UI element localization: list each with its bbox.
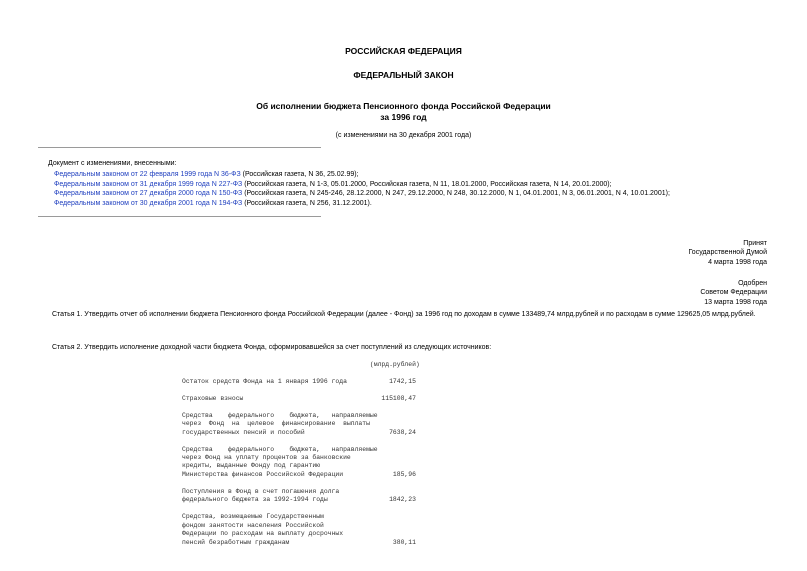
title-line-2: за 1996 год <box>380 111 427 122</box>
amendment-note: (с изменениями на 30 декабря 2001 года) <box>335 132 472 139</box>
table-row-label: Федерации по расходам на выплату досрочных <box>182 530 382 538</box>
changes-heading: Документ с изменениями, внесенными: <box>48 160 177 167</box>
change-source: (Российская газета, N 36, 25.02.99); <box>240 171 359 179</box>
income-table <box>182 361 420 547</box>
change-link[interactable]: Федеральным законом от 31 декабря 1999 года N 227-ФЗ <box>54 180 243 188</box>
document-title <box>0 101 807 122</box>
divider-bottom <box>38 216 321 217</box>
change-source: (Российская газета, N 245-246, 28.12.2000, N 247, 29.12.2000, N 248, 30.12.2000, N 1, 04.01.2001, N 3, 06.01.2001, N 4, 10.01.2001); <box>242 190 670 198</box>
adoption-line-1: Принят <box>743 240 767 247</box>
approval-line-1: Одобрен <box>738 280 767 287</box>
table-row-value: 115108,47 <box>381 394 416 402</box>
table-row-label: Страховые взносы <box>182 394 382 402</box>
table-row-label: Поступления в Фонд в счет погашения долга <box>182 487 382 495</box>
table-row-label: Остаток средств Фонда на 1 января 1996 года <box>182 377 382 385</box>
table-row-value: 7638,24 <box>381 428 416 436</box>
table-row-value: 185,96 <box>381 470 416 478</box>
table-row-value: 1742,15 <box>381 377 416 385</box>
changes-block <box>48 159 788 208</box>
change-item <box>48 180 788 189</box>
table-row-label: кредиты, выданные Фонду под гарантию <box>182 462 382 470</box>
table-row-label: фондом занятости населения Российской <box>182 521 382 529</box>
table-row-label: Средства федерального бюджета, направляемые <box>182 411 382 419</box>
table-row-label: через Фонд на уплату процентов за банковские <box>182 453 382 461</box>
law-type-heading: ФЕДЕРАЛЬНЫЙ ЗАКОН <box>353 70 454 80</box>
table-row-label: государственных пенсий и пособий <box>182 428 382 436</box>
change-link[interactable]: Федеральным законом от 27 декабря 2000 года N 150-ФЗ <box>54 190 243 198</box>
table-row-value: 380,11 <box>381 538 416 546</box>
table-row-label: федерального бюджета за 1992-1994 годы <box>182 496 382 504</box>
article-1: Статья 1. Утвердить отчет об исполнении бюджета Пенсионного фонда Российской Федерации (далее - Фонд) за 1996 год по доходам в сумме 133489,74 млрд.рублей и по расходам в сумме 129625,05 млрд.рублей. <box>52 311 756 318</box>
table-row-value: 1842,23 <box>381 496 416 504</box>
table-row-label: Средства, возмещаемые Государственным <box>182 513 382 521</box>
table-row-label: Средства федерального бюджета, направляемые <box>182 445 382 453</box>
change-item <box>48 189 788 198</box>
change-link[interactable]: Федеральным законом от 22 февраля 1999 года N 36-ФЗ <box>54 171 241 179</box>
table-unit: (млрд.рублей) <box>369 361 420 368</box>
country-heading: РОССИЙСКАЯ ФЕДЕРАЦИЯ <box>345 46 462 56</box>
article-2: Статья 2. Утвердить исполнение доходной части бюджета Фонда, сформировавшейся за счет поступлений из следующих источников: <box>52 344 492 351</box>
divider-top <box>38 147 321 148</box>
change-link[interactable]: Федеральным законом от 30 декабря 2001 года N 194-ФЗ <box>54 199 243 207</box>
change-item <box>48 170 788 179</box>
title-line-1: Об исполнении бюджета Пенсионного фонда Российской Федерации <box>256 101 551 111</box>
table-row-label: через Фонд на целевое финансирование выплаты <box>182 420 382 428</box>
change-item <box>48 199 788 208</box>
table-row-label: Министерства финансов Российской Федерации <box>182 470 382 478</box>
table-row-label: пенсий безработным гражданам <box>182 538 382 546</box>
change-source: (Российская газета, N 1-3, 05.01.2000, Российская газета, N 11, 18.01.2000, Российская газета, N 14, 20.01.2000); <box>242 180 612 188</box>
adoption-block <box>567 239 767 267</box>
adoption-line-2: Государственной Думой <box>688 249 767 257</box>
adoption-line-3: 4 марта 1998 года <box>708 258 767 266</box>
approval-line-2: Советом Федерации <box>700 289 767 297</box>
approval-block <box>567 279 767 307</box>
approval-line-3: 13 марта 1998 года <box>704 298 767 306</box>
change-source: (Российская газета, N 256, 31.12.2001). <box>242 199 372 207</box>
